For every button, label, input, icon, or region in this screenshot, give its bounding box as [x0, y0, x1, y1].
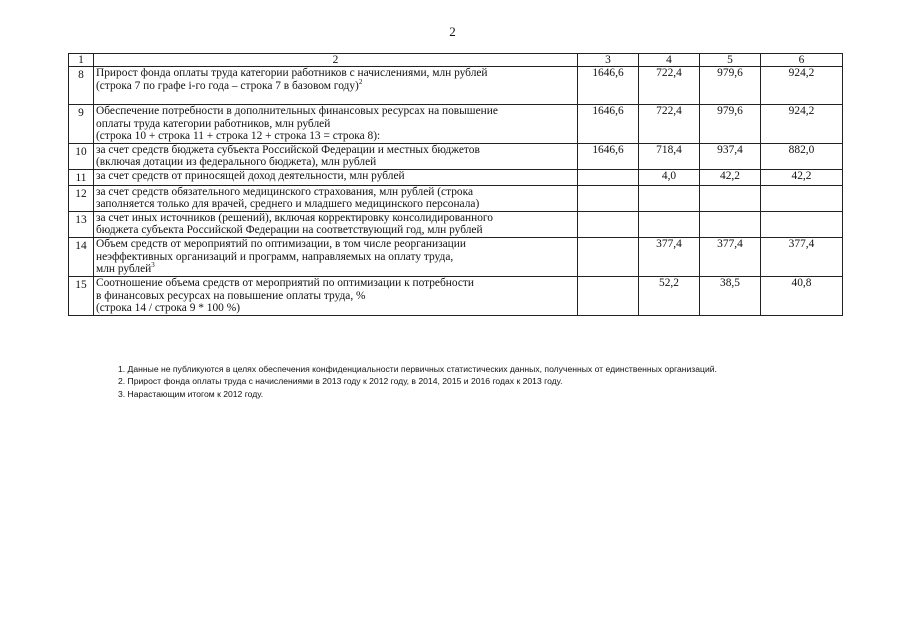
column-header: 1 [69, 54, 94, 67]
row-description-text: Прирост фонда оплаты труда категории работников с начислениями, млн рублей (строка 7 по графе i-го года – строка 7 в базовом году) [96, 67, 488, 92]
value-cell [639, 169, 700, 185]
column-header: 5 [700, 54, 761, 67]
value-cell-text: 722,4 [656, 105, 682, 117]
footnote-reference: 2 [358, 77, 363, 86]
value-cell [700, 67, 761, 105]
row-number-text: 11 [75, 171, 87, 184]
value-cell [761, 276, 843, 315]
value-cell [578, 211, 639, 237]
value-cell [700, 143, 761, 169]
value-cell [639, 105, 700, 144]
value-cell [700, 237, 761, 276]
value-cell-text: 722,4 [656, 67, 682, 79]
value-cell-text: 42,2 [720, 169, 740, 182]
table-row [69, 276, 843, 315]
value-cell-text: 718,4 [656, 143, 682, 156]
table-body [69, 54, 843, 316]
column-header: 3 [578, 54, 639, 67]
value-cell [578, 276, 639, 315]
row-number-text: 13 [75, 213, 87, 226]
value-cell [761, 211, 843, 237]
value-cell-text: 377,4 [656, 237, 682, 250]
value-cell [639, 276, 700, 315]
value-cell [761, 185, 843, 211]
row-number-text: 9 [78, 107, 84, 119]
row-description [94, 169, 578, 185]
row-number-text: 15 [75, 278, 87, 291]
row-number [69, 185, 94, 211]
row-description-text: за счет иных источников (решений), включая корректировку консолидированного бюджета субъекта Российской Федерации на соответствующий год, млн рублей [96, 211, 493, 237]
footnote-reference: 3 [151, 261, 155, 270]
table-row [69, 169, 843, 185]
row-number-text: 8 [78, 69, 84, 81]
row-description [94, 185, 578, 211]
value-cell [700, 105, 761, 144]
value-cell-text: 42,2 [791, 169, 812, 182]
row-number-text: 10 [75, 145, 87, 158]
value-cell [639, 185, 700, 211]
value-cell-text: 979,6 [717, 67, 743, 79]
value-cell-text: 937,4 [717, 143, 743, 156]
table-row [69, 143, 843, 169]
row-description-text: Обеспечение потребности в дополнительных финансовых ресурсах на повышение оплаты труда категории работников, млн рублей (строка 10 + строка 11 + строка 12 + строка 13 = строка 8): [96, 105, 498, 143]
value-cell [761, 169, 843, 185]
row-number [69, 105, 94, 144]
value-cell-text: 38,5 [720, 276, 740, 289]
value-cell-text: 1646,6 [592, 143, 624, 156]
value-cell [578, 185, 639, 211]
value-cell-text: 1646,6 [592, 105, 624, 117]
value-cell [578, 105, 639, 144]
value-cell [761, 143, 843, 169]
value-cell [700, 276, 761, 315]
row-description [94, 211, 578, 237]
table-row [69, 237, 843, 276]
row-description [94, 143, 578, 169]
value-cell [761, 105, 843, 144]
value-cell [761, 237, 843, 276]
value-cell [578, 237, 639, 276]
data-table [68, 53, 843, 316]
row-description-text: Объем средств от мероприятий по оптимизации, в том числе реорганизации неэффективных организаций и программ, направляемых на оплату труда, млн рублей [96, 237, 466, 276]
value-cell-text: 924,2 [788, 67, 815, 79]
value-cell-text: 40,8 [791, 276, 812, 289]
row-description [94, 105, 578, 144]
value-cell-text: 882,0 [788, 143, 815, 156]
row-number [69, 211, 94, 237]
row-number [69, 276, 94, 315]
column-header: 4 [639, 54, 700, 67]
row-description-text: Соотношение объема средств от мероприятий по оптимизации к потребности в финансовых ресурсах на повышение оплаты труда, % (строка 14 / строка 9 * 100 %) [96, 276, 474, 315]
value-cell [761, 67, 843, 105]
row-number [69, 237, 94, 276]
table-header-row [69, 54, 843, 67]
column-header: 6 [761, 54, 843, 67]
row-number-text: 14 [75, 239, 87, 252]
table-row [69, 105, 843, 144]
value-cell [578, 143, 639, 169]
value-cell-text: 377,4 [788, 237, 815, 250]
footnotes [118, 363, 717, 400]
row-number [69, 169, 94, 185]
value-cell-text: 377,4 [717, 237, 743, 250]
value-cell [639, 211, 700, 237]
value-cell-text: 4,0 [661, 169, 677, 182]
row-number [69, 143, 94, 169]
value-cell [578, 67, 639, 105]
column-header: 2 [94, 54, 578, 67]
value-cell [639, 67, 700, 105]
row-number [69, 67, 94, 105]
value-cell [639, 143, 700, 169]
value-cell-text: 979,6 [717, 105, 743, 117]
value-cell-text: 1646,6 [592, 67, 624, 79]
footnote: 3. Нарастающим итогом к 2012 году. [118, 388, 264, 399]
row-description-text: за счет средств от приносящей доход деятельности, млн рублей [96, 169, 405, 182]
value-cell [639, 237, 700, 276]
value-cell [578, 169, 639, 185]
row-description [94, 237, 578, 276]
row-description-text: за счет средств обязательного медицинского страхования, млн рублей (строка заполняется только для врачей, среднего и младшего медицинского персонала) [96, 185, 480, 211]
page-number: 2 [449, 24, 456, 39]
value-cell [700, 185, 761, 211]
row-number-text: 12 [75, 187, 87, 200]
row-description [94, 67, 578, 105]
value-cell-text: 924,2 [788, 105, 815, 117]
value-cell [700, 211, 761, 237]
value-cell-text: 52,2 [659, 276, 679, 289]
footnote: 2. Прирост фонда оплаты труда с начислениями в 2013 году к 2012 году, в 2014, 2015 и 2016 годах к 2013 году. [118, 376, 563, 387]
row-description [94, 276, 578, 315]
table-row [69, 67, 843, 105]
footnote: 1. Данные не публикуются в целях обеспечения конфиденциальности первичных статистических данных, полученных от единственных организаций. [118, 364, 717, 374]
row-description-text: за счет средств бюджета субъекта Российской Федерации и местных бюджетов (включая дотации из федерального бюджета), млн рублей [96, 143, 480, 169]
table-row [69, 185, 843, 211]
value-cell [700, 169, 761, 185]
table-row [69, 211, 843, 237]
